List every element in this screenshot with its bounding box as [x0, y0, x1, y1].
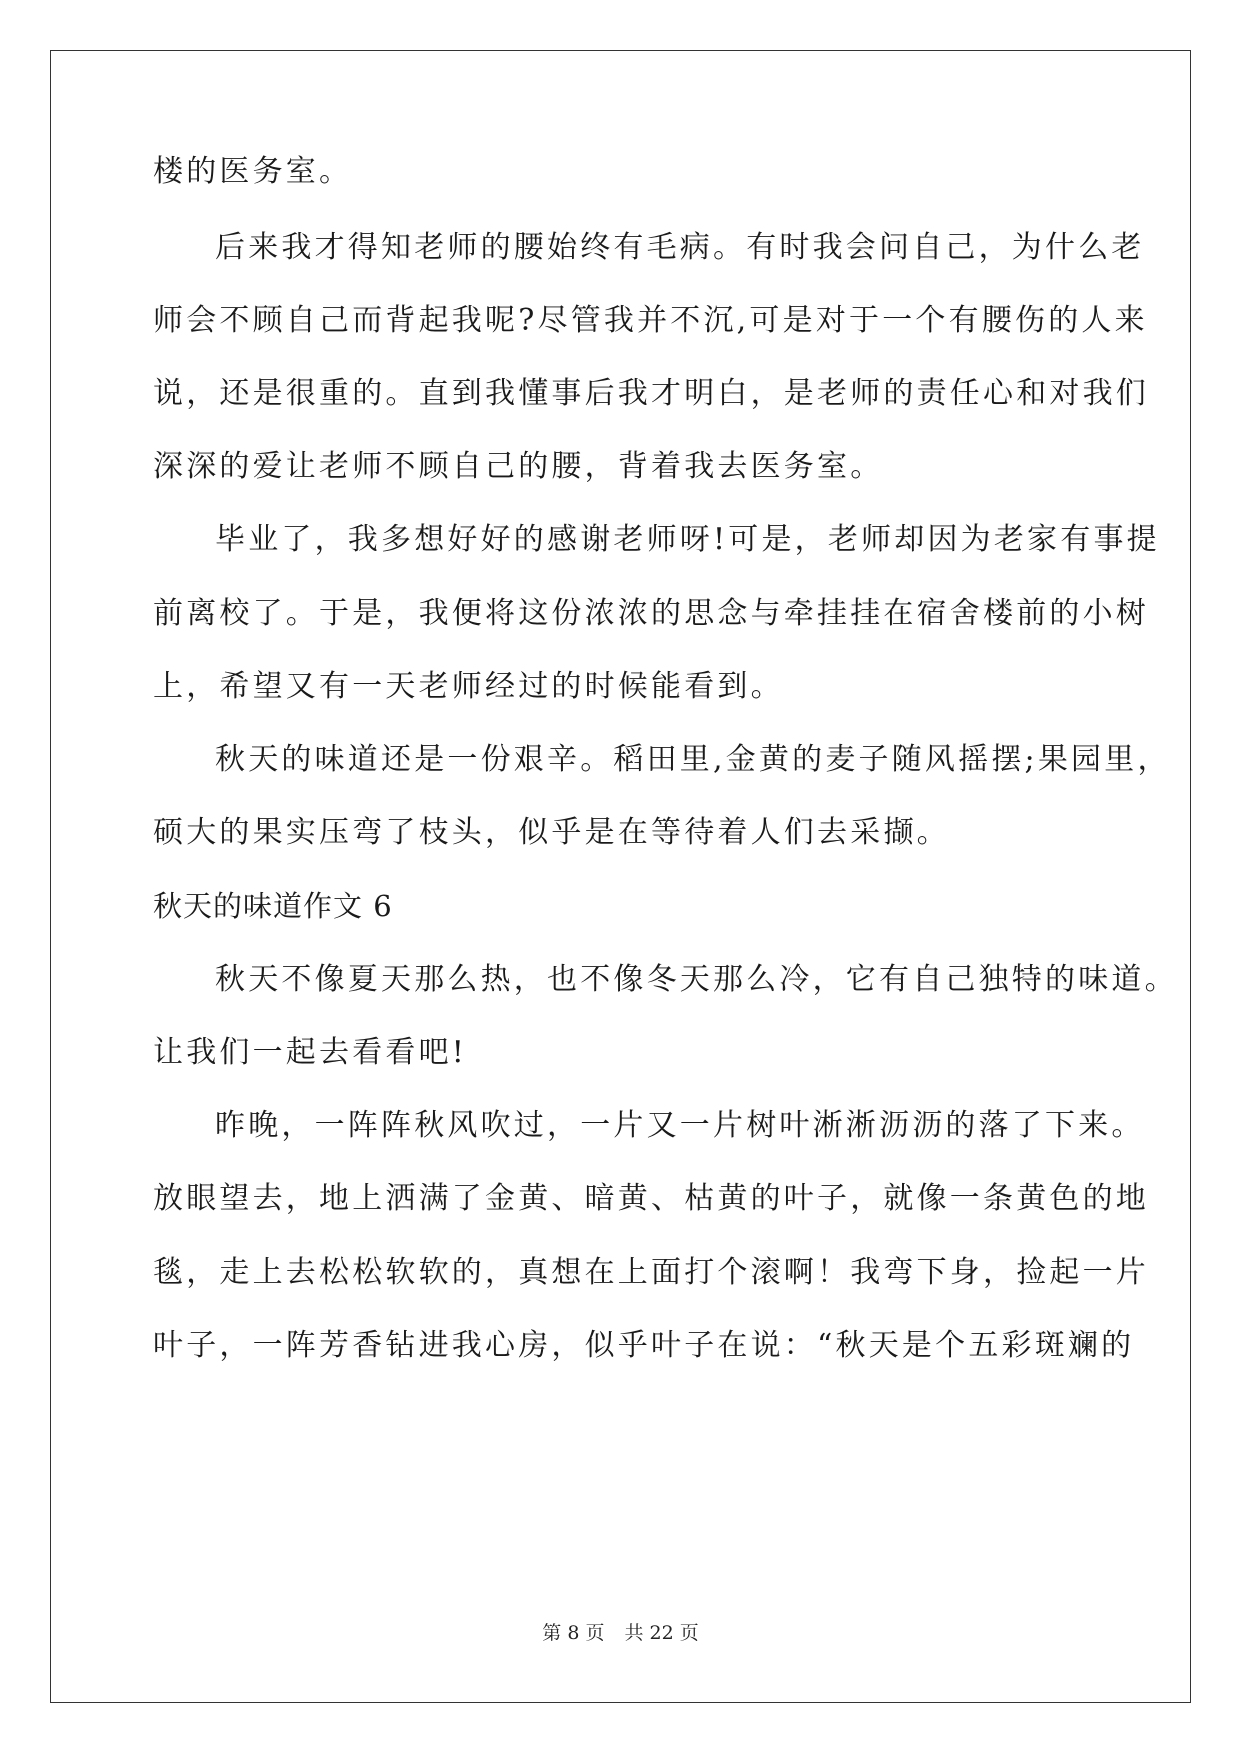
text-line: 让我们一起去看看吧! [153, 1035, 468, 1070]
text-line: 说，还是很重的。直到我懂事后我才明白，是老师的责任心和对我们 [153, 376, 1149, 411]
paragraph-start-line: 后来我才得知老师的腰始终有毛病。有时我会问自己，为什么老 [215, 230, 1145, 265]
text-line: 上，希望又有一天老师经过的时候能看到。 [153, 669, 784, 704]
page-border [50, 50, 1191, 1703]
page-footer [0, 1621, 1241, 1645]
paragraph-start-line: 昨晚，一阵阵秋风吹过，一片又一片树叶淅淅沥沥的落了下来。 [215, 1108, 1145, 1143]
text-line: 毯，走上去松松软软的，真想在上面打个滚啊！我弯下身，捡起一片 [153, 1255, 1149, 1290]
page-number: 第 8 页 [542, 1622, 605, 1644]
paragraph-start-line: 秋天不像夏天那么热，也不像冬天那么冷，它有自己独特的味道。 [215, 962, 1178, 997]
text-line: 硕大的果实压弯了枝头，似乎是在等待着人们去采撷。 [153, 815, 950, 850]
text-line: 师会不顾自己而背起我呢?尽管我并不沉,可是对于一个有腰伤的人来 [153, 303, 1148, 338]
text-line: 叶子，一阵芳香钻进我心房，似乎叶子在说：“秋天是个五彩斑斓的 [153, 1328, 1135, 1363]
text-line: 深深的爱让老师不顾自己的腰，背着我去医务室。 [153, 449, 884, 484]
text-line: 放眼望去，地上洒满了金黄、暗黄、枯黄的叶子，就像一条黄色的地 [153, 1181, 1149, 1216]
section-heading: 秋天的味道作文 6 [153, 889, 393, 923]
text-line: 前离校了。于是，我便将这份浓浓的思念与牵挂挂在宿舍楼前的小树 [153, 596, 1149, 631]
text-line: 楼的医务室。 [153, 154, 353, 189]
page-total: 共 22 页 [624, 1622, 699, 1644]
paragraph-start-line: 毕业了，我多想好好的感谢老师呀!可是，老师却因为老家有事提 [215, 522, 1160, 557]
paragraph-start-line: 秋天的味道还是一份艰辛。稻田里,金黄的麦子随风摇摆;果园里， [215, 742, 1171, 777]
